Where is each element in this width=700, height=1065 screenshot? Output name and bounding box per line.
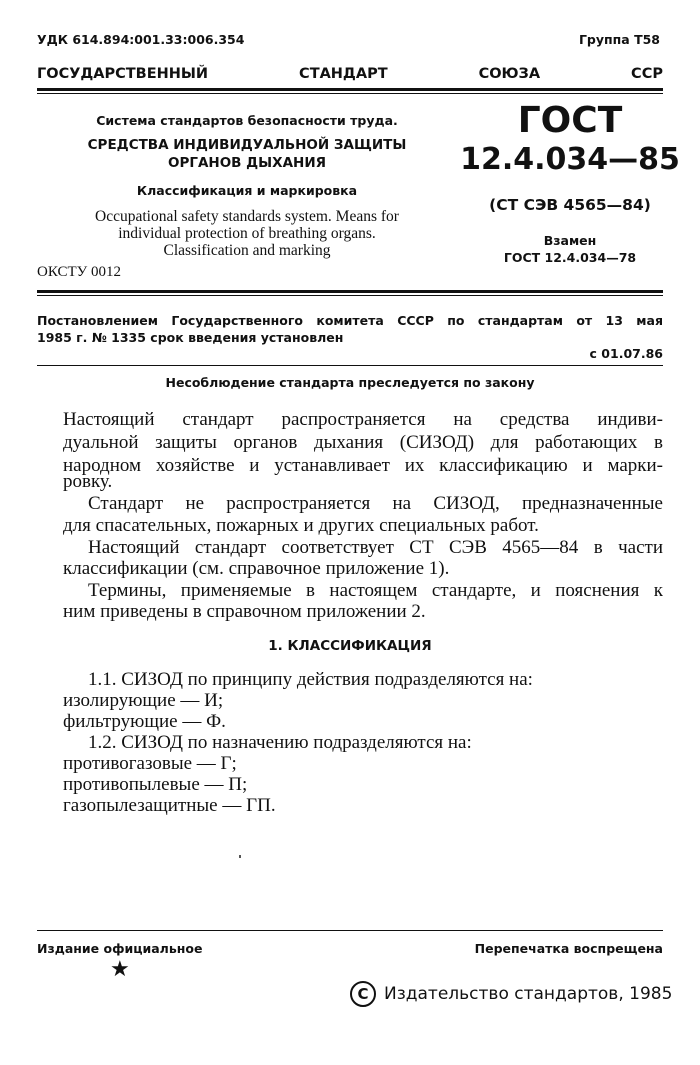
list-item: противопылевые — П;: [63, 774, 248, 795]
state-standard-banner: [37, 66, 663, 82]
standard-title-line1: СРЕДСТВА ИНДИВИДУАЛЬНОЙ ЗАЩИТЫ: [87, 137, 407, 153]
footer-rule: [37, 930, 663, 931]
gost-label: ГОСТ: [517, 100, 623, 141]
list-item: газопылезащитные — ГП.: [63, 795, 276, 816]
paragraph-line: дуальной защиты органов дыхания (СИЗОД) для работающих в: [63, 432, 663, 453]
paragraph-line: для спасательных, пожарных и других специальных работ.: [63, 515, 539, 536]
standard-subtitle: Классификация и маркировка: [136, 183, 358, 198]
replaces-label: Взамен: [543, 233, 597, 248]
gost-number: 12.4.034—85: [460, 142, 680, 177]
law-notice: Несоблюдение стандарта преследуется по закону: [165, 375, 535, 390]
publisher-text: Издательство стандартов, 1985: [384, 984, 673, 1004]
paragraph-line: Стандарт не распространяется на СИЗОД, предназначенные: [88, 493, 663, 514]
list-item: 1.1. СИЗОД по принципу действия подразделяются на:: [88, 669, 533, 690]
paragraph-line: ровку.: [63, 471, 113, 492]
title-rule-thin: [37, 295, 663, 296]
standard-title-line2: ОРГАНОВ ДЫХАНИЯ: [167, 155, 327, 171]
section-heading: 1. КЛАССИФИКАЦИЯ: [268, 638, 432, 654]
paragraph-line: ним приведены в справочном приложении 2.: [63, 601, 426, 622]
list-item: изолирующие — И;: [63, 690, 224, 711]
paragraph-line: народном хозяйстве и устанавливает их классификацию и марки-: [63, 455, 663, 476]
title-rule-thick: [37, 290, 663, 293]
effective-date: с 01.07.86: [589, 346, 663, 361]
english-title-line1: Occupational safety standards system. Means for: [95, 208, 399, 225]
decree-line2: 1985 г. № 1335 срок введения установлен: [37, 330, 344, 345]
header-rule-thin: [37, 93, 663, 94]
st-sev-number: (СТ СЭВ 4565—84): [489, 196, 651, 214]
paragraph-line: Термины, применяемые в настоящем стандарте, и пояснения к: [88, 580, 663, 601]
list-item: противогазовые — Г;: [63, 753, 237, 774]
official-edition-label: Издание официальное: [37, 941, 203, 956]
paragraph-line: Настоящий стандарт распространяется на средства индиви-: [63, 409, 663, 430]
reprint-prohibited-label: Перепечатка воспрещена: [474, 941, 663, 956]
decree-rule: [37, 365, 663, 366]
group-code: Группа Т58: [578, 32, 660, 47]
paragraph-line: Настоящий стандарт соответствует СТ СЭВ 4565—84 в части: [88, 537, 663, 558]
banner-word: ГОСУДАРСТВЕННЫЙ: [37, 66, 209, 82]
paragraph-line: классификации (см. справочное приложение 1).: [63, 558, 450, 579]
scan-speck: [239, 855, 241, 858]
okstu-code: ОКСТУ 0012: [37, 264, 122, 280]
system-title: Система стандартов безопасности труда.: [96, 113, 398, 128]
english-title-line3: Classification and marking: [163, 242, 331, 259]
list-item: 1.2. СИЗОД по назначению подразделяются на:: [88, 732, 472, 753]
replaces-standard: ГОСТ 12.4.034—78: [503, 250, 637, 265]
banner-word: СТАНДАРТ: [299, 66, 388, 82]
star-icon: ★: [110, 957, 130, 982]
list-item: фильтрующие — Ф.: [63, 711, 226, 732]
decree-line1: Постановлением Государственного комитета СССР по стандартам от 13 мая: [37, 313, 663, 328]
english-title-line2: individual protection of breathing organs.: [118, 225, 376, 242]
banner-word: ССР: [631, 66, 663, 82]
publisher-line: [350, 981, 672, 1007]
copyright-icon: C: [350, 981, 376, 1007]
banner-word: СОЮЗА: [478, 66, 541, 82]
udk-code: УДК 614.894:001.33:006.354: [37, 32, 245, 47]
header-rule-thick: [37, 88, 663, 91]
